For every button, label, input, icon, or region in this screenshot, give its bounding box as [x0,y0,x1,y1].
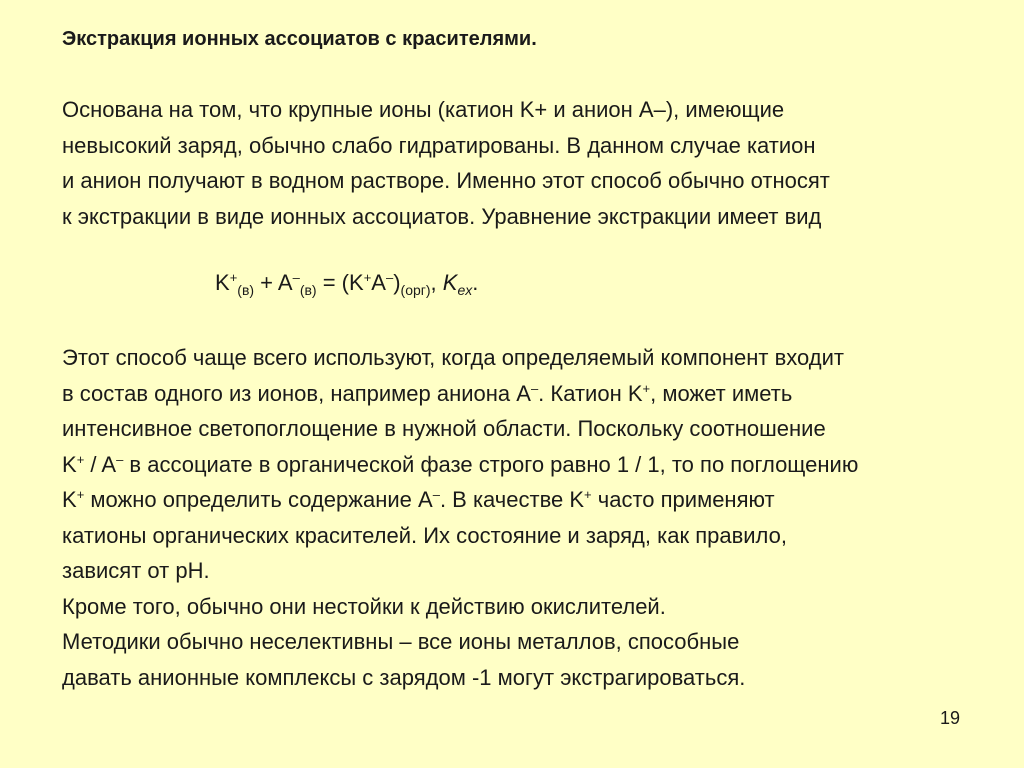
text-line: и анион получают в водном растворе. Именно этот способ обычно относят [62,168,830,193]
text-line [62,376,858,412]
charge-sup: + [76,451,85,467]
text-span: K [62,487,77,512]
formula-a-charge: – [292,270,300,285]
formula-close: ) [393,270,401,295]
text-span: можно определить содержание A [84,487,433,512]
charge-sup: + [584,487,592,502]
formula-plus: + [254,270,278,295]
extraction-equation [215,270,478,296]
formula-a2-charge: – [385,270,394,285]
formula-k: K [215,270,230,295]
slide-title: Экстракция ионных ассоциатов с красителями. [62,28,537,50]
text-line [62,482,858,518]
text-span: . Катион K [538,380,643,406]
text-span: , может иметь [650,380,793,406]
page-number: 19 [940,708,961,728]
text-line: невысокий заряд, обычно слабо гидратированы. В данном случае катион [62,132,816,158]
text-line: Кроме того, обычно они нестойки к действию окислителей. [62,593,666,619]
text-line: Этот способ чаще всего используют, когда определяемый компонент входит [62,345,844,370]
text-span: в состав одного из ионов, например аниона A [62,380,531,406]
paragraph-intro [62,92,830,234]
text-span: / A [84,451,117,477]
formula-k-charge: + [229,270,238,285]
text-span: часто применяют [591,487,775,512]
formula-equals: = ( [316,270,349,295]
text-line: к экстракции в виде ионных ассоциатов. Уравнение экстракции имеет вид [62,203,822,229]
formula-a2: A [371,270,386,295]
text-line: Основана на том, что крупные ионы (катион K+ и анион A–), имеющие [62,97,785,122]
text-line: Методики обычно неселективны – все ионы металлов, способные [62,629,740,654]
text-span: K [62,451,77,477]
charge-sup: + [76,487,85,502]
text-span: . В качестве K [439,487,585,512]
text-line: зависят от pH. [62,558,210,583]
text-line [62,447,858,483]
charge-sup: – [530,380,539,396]
formula-phase-water-2: (в) [299,282,317,298]
formula-comma: , [430,270,443,295]
formula-dot: . [472,270,479,295]
text-line: катионы органических красителей. Их состояние и заряд, как правило, [62,522,787,548]
paragraph-usage [62,340,858,695]
formula-phase-org: (орг) [400,282,431,298]
formula-k2: K [349,270,364,295]
charge-sup: + [642,380,651,396]
text-span: в ассоциате в органической фазе строго равно 1 / 1, то по поглощению [123,451,859,477]
charge-sup: – [116,451,124,467]
charge-sup: – [432,487,440,502]
text-line: интенсивное светопоглощение в нужной области. Поскольку соотношение [62,416,826,441]
formula-k2-charge: + [363,270,372,285]
text-line: давать анионные комплексы с зарядом -1 могут экстрагироваться. [62,664,746,690]
formula-kex: K [442,270,458,295]
formula-phase-water: (в) [237,282,255,298]
formula-kex-sub: ex [457,282,473,298]
formula-a: A [277,270,293,295]
